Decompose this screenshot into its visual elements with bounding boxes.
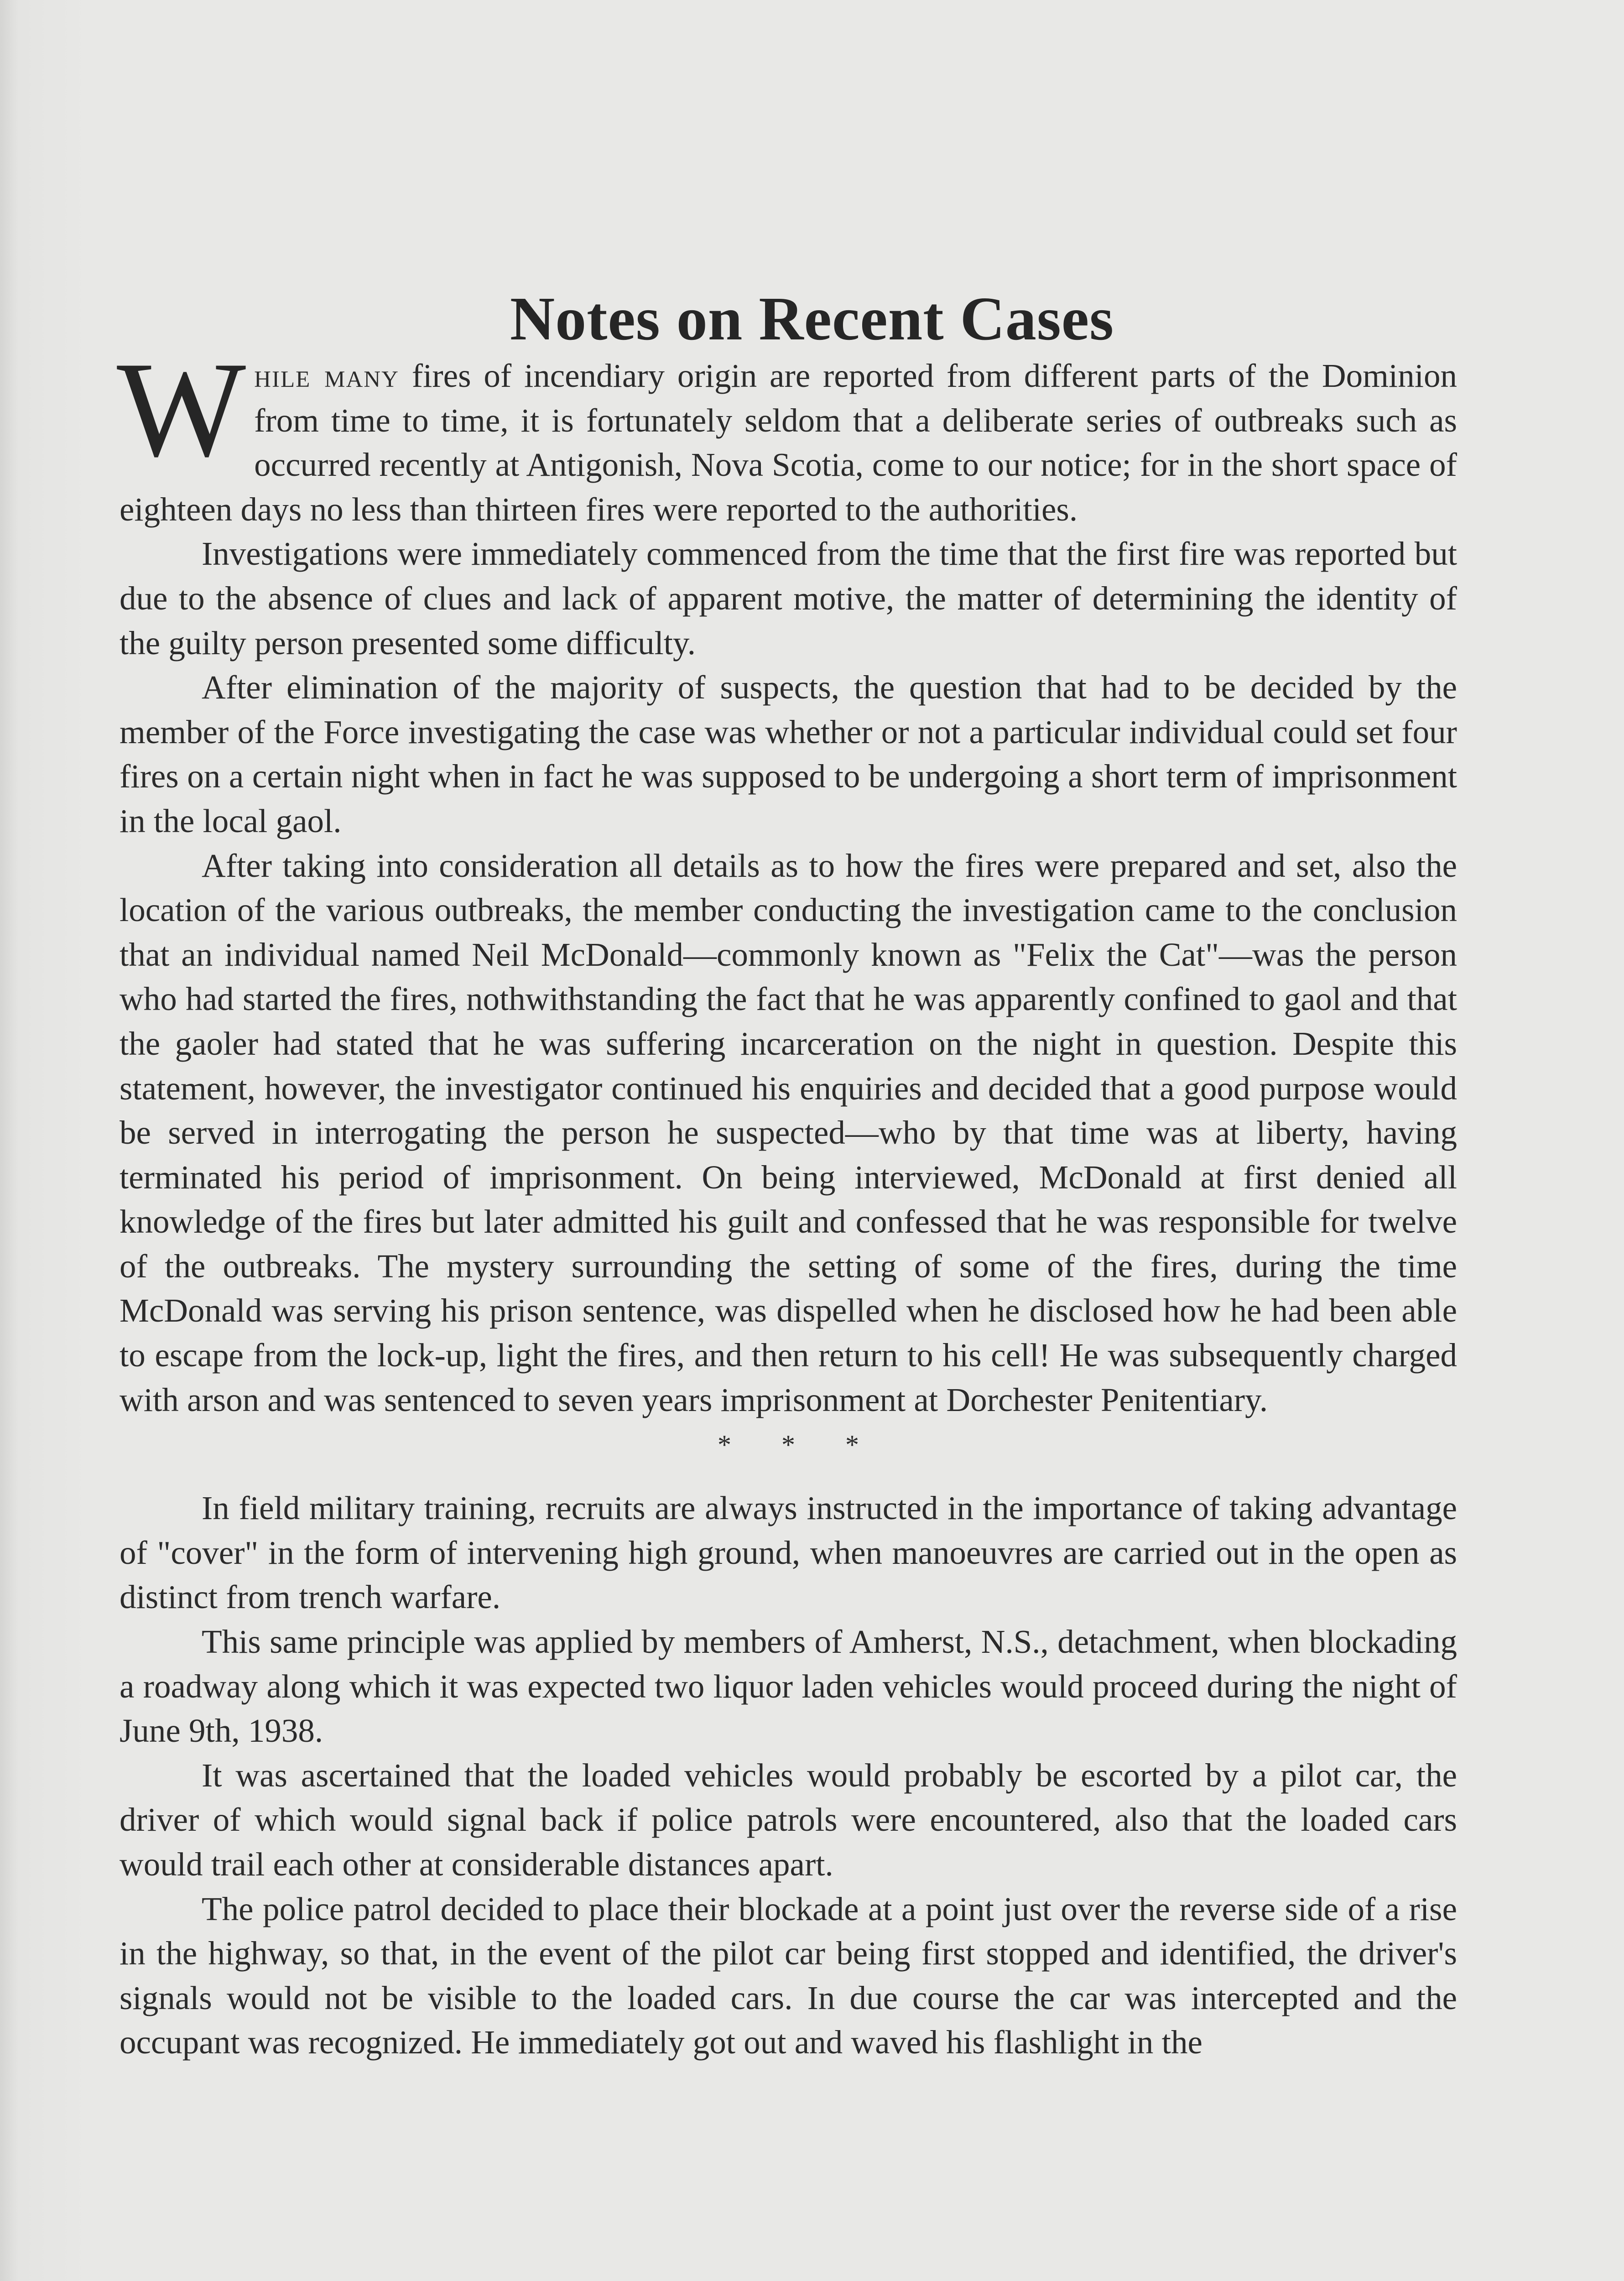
paragraph-6: This same principle was applied by members of Amherst, N.S., detachment, when blockading a roadway along which it was expected two liquor laden vehicles would proceed during the night of June 9th, 1938. xyxy=(120,1623,1457,1750)
lead-in-small-caps: hile many xyxy=(254,357,399,394)
paragraph-4: After taking into consideration all details as to how the fires were prepared and set, also the location of the various outbreaks, the member conducting the investigation came to the conclusion that an individual named Neil McDonald—commonly known as "Felix the Cat"—was the person who had started the fires, nothwithstanding the fact that he was apparently confined to gaol and that the gaoler had stated that he was suffering incarceration on the night in question. Despite this statement, however, the investigator continued his enquiries and decided that a good purpose would be served in interrogating the person he suspected—who by that time was at liberty, having terminated his period of imprisonment. On being interviewed, McDonald at first denied all knowledge of the fires but later admitted his guilt and confessed that he was responsible for twelve of the outbreaks. The mystery surrounding the setting of some of the fires, during the time McDonald was serving his prison sentence, was dispelled when he disclosed how he had been able to escape from the lock-up, light the fires, and then return to his cell! He was subsequently charged with arson and was sentenced to seven years imprisonment at Dorchester Penitentiary. xyxy=(120,847,1457,1418)
page-title: Notes on Recent Cases xyxy=(510,285,1114,354)
article-body xyxy=(117,333,1457,2065)
paragraph-1-text: fires of incendiary origin are reported from different parts of the Dominion from time to time, it is fortunately seldom that a deliberate series of outbreaks such as occurred recently at Antigonish, Nova Scotia, come to our notice; for in the short space of eighteen days no less than thirteen fires were reported to the authorities. xyxy=(120,357,1457,528)
asterisk-3: * xyxy=(845,1430,859,1460)
paragraph-5: In field military training, recruits are always instructed in the importance of taking advantage of "cover" in the form of intervening high ground, when manoeuvres are carried out in the open as distinct from trench warfare. xyxy=(120,1489,1457,1616)
section-separator xyxy=(120,1422,1457,1486)
paragraph-3: After elimination of the majority of suspects, the question that had to be decided by the member of the Force investigating the case was whether or not a particular individual could set four fires on a certain night when in fact he was supposed to be undergoing a short term of imprisonment in the local gaol. xyxy=(120,669,1457,839)
paragraph-2: Investigations were immediately commenced from the time that the first fire was reported but due to the absence of clues and lack of apparent motive, the matter of determining the identity of the guilty person presented some difficulty. xyxy=(120,535,1457,661)
paragraph-8: The police patrol decided to place their blockade at a point just over the reverse side of a rise in the highway, so that, in the event of the pilot car being first stopped and identified, the driver's signals would not be visible to the loaded cars. In due course the car was intercepted and the occupant was recognized. He immediately got out and waved his flashlight in the xyxy=(120,1890,1457,2061)
asterisk-2: * xyxy=(781,1430,795,1460)
paragraph-1 xyxy=(117,333,1457,531)
paragraph-7: It was ascertained that the loaded vehicles would probably be escorted by a pilot car, the driver of which would signal back if police patrols were encountered, also that the loaded cars would trail each other at considerable distances apart. xyxy=(120,1756,1457,1883)
asterisk-1: * xyxy=(718,1430,731,1460)
drop-cap: W xyxy=(117,333,246,485)
